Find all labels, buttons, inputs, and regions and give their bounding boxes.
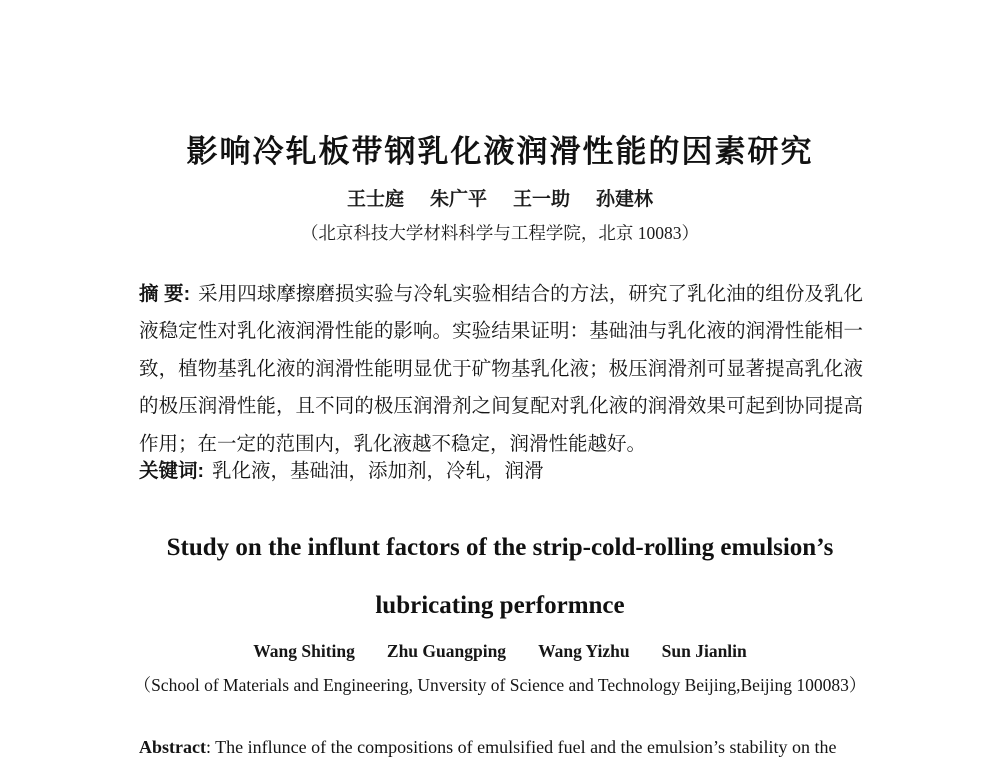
keywords-zh-text: 乳化液，基础油，添加剂，冷轧，润滑 xyxy=(212,461,544,482)
author-en: Wang Yizhu xyxy=(538,641,630,661)
author-en: Sun Jianlin xyxy=(661,641,747,661)
author-en: Wang Shiting xyxy=(253,641,355,661)
paper-title-zh: 影响冷轧板带钢乳化液润滑性能的因素研究 xyxy=(186,134,814,169)
affiliation-zh: （北京科技大学材料科学与工程学院，北京 10083） xyxy=(300,223,700,243)
abstract-zh-text: 采用四球摩擦磨损实验与冷轧实验相结合的方法，研究了乳化油的组份及乳化液稳定性对乳化液润滑性能的影响。实验结果证明：基础油与乳化液的润滑性能相一致，植物基乳化液的润滑性能明显优于矿物基乳化液；极压润滑剂可显著提高乳化液的极压润滑性能，且不同的极压润滑剂之间复配对乳化液的润滑效果可起到协同提高作用；在一定的范围内，乳化液越不稳定，润滑性能越好。 xyxy=(139,284,863,455)
author-zh: 朱广平 xyxy=(429,189,487,210)
author-zh: 王一助 xyxy=(513,189,571,210)
keywords-zh xyxy=(139,455,863,483)
author-en: Zhu Guangping xyxy=(386,641,507,661)
abstract-en-label: Abstract xyxy=(139,737,206,757)
abstract-en xyxy=(139,737,863,758)
author-zh: 王士庭 xyxy=(346,189,404,210)
authors-en xyxy=(0,641,1000,662)
paper-title-en-line2: lubricating performnce xyxy=(375,592,625,619)
affiliation-en: （School of Materials and Engineering, Unversity of Science and Technology Beijing,Beijing 100083） xyxy=(133,675,867,695)
keywords-zh-label: 关键词: xyxy=(139,460,204,482)
abstract-zh-label: 摘 要: xyxy=(139,283,191,305)
authors-zh xyxy=(0,184,1000,211)
paper-title-en-line1: Study on the influnt factors of the strip-cold-rolling emulsion’s xyxy=(166,534,834,561)
abstract-en-text: : The influnce of the compositions of emulsified fuel and the emulsion’s stability on the xyxy=(205,737,837,757)
author-zh: 孙建林 xyxy=(596,189,654,210)
abstract-zh xyxy=(139,276,863,463)
